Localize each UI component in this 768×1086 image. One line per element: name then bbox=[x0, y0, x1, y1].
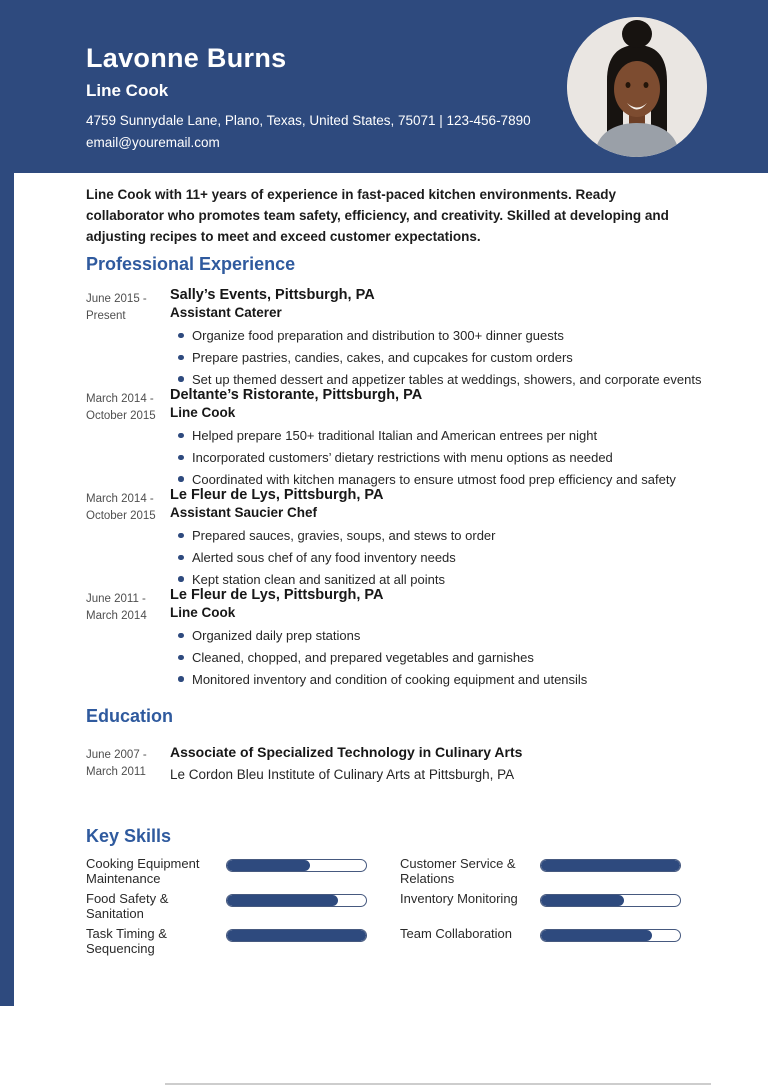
bullet-dot-icon bbox=[178, 433, 184, 439]
bullet-dot-icon bbox=[178, 376, 184, 382]
entry-body bbox=[170, 588, 706, 688]
summary-paragraph: Line Cook with 11+ years of experience in fast-paced kitchen environments. Ready collaborator who promotes team safety, efficiency, and creativity. Skilled at developing and adjusting recipes to meet and exceed customer expectations. bbox=[86, 187, 669, 244]
bullet-item bbox=[170, 350, 706, 366]
bullet-dot-icon bbox=[178, 633, 184, 639]
skill-row bbox=[400, 857, 681, 892]
skill-progress-fill bbox=[227, 860, 310, 871]
bullet-text: Kept station clean and sanitized at all points bbox=[192, 571, 445, 587]
skill-progress-bar bbox=[226, 929, 367, 942]
email-address: email@youremail.com bbox=[86, 135, 220, 151]
date-start: June 2011 - bbox=[86, 593, 146, 605]
skill-progress-fill bbox=[541, 930, 652, 941]
skill-progress-bar bbox=[226, 894, 367, 907]
experience-entry bbox=[86, 288, 706, 388]
date-end: March 2014 bbox=[86, 610, 147, 623]
skill-progress-bar bbox=[226, 859, 367, 872]
entry-date-range bbox=[86, 388, 170, 488]
entry-body bbox=[170, 388, 706, 488]
degree-title: Associate of Specialized Technology in Culinary Arts bbox=[170, 744, 523, 760]
section-heading-education: Education bbox=[86, 706, 174, 726]
education-body bbox=[170, 744, 706, 782]
experience-entry bbox=[86, 388, 706, 488]
skill-progress-fill bbox=[227, 895, 338, 906]
entry-role: Assistant Caterer bbox=[170, 304, 282, 320]
skill-progress-fill bbox=[227, 930, 366, 941]
bullet-item bbox=[170, 672, 706, 688]
bullet-text: Cleaned, chopped, and prepared vegetables and garnishes bbox=[192, 650, 534, 666]
entry-company: Le Fleur de Lys, Pittsburgh, PA bbox=[170, 587, 384, 603]
bullet-dot-icon bbox=[178, 355, 184, 361]
profile-photo bbox=[567, 17, 707, 157]
bullet-dot-icon bbox=[178, 576, 184, 582]
bullet-item bbox=[170, 472, 706, 488]
skills-column-left bbox=[86, 857, 367, 962]
bullet-dot-icon bbox=[178, 533, 184, 539]
bullet-item bbox=[170, 572, 706, 588]
bullet-text: Monitored inventory and condition of cooking equipment and utensils bbox=[192, 671, 588, 687]
bullet-dot-icon bbox=[178, 555, 184, 561]
bullet-text: Set up themed dessert and appetizer tables at weddings, showers, and corporate events bbox=[192, 371, 702, 387]
bullet-item bbox=[170, 328, 706, 344]
date-start: March 2014 - bbox=[86, 393, 154, 405]
contact-line: 4759 Sunnydale Lane, Plano, Texas, United States, 75071 | 123-456-7890 bbox=[86, 113, 531, 129]
entry-date-range bbox=[86, 588, 170, 688]
bullet-text: Prepared sauces, gravies, soups, and stews to order bbox=[192, 528, 496, 544]
resume-header bbox=[0, 0, 768, 173]
bullet-text: Organize food preparation and distribution to 300+ dinner guests bbox=[192, 328, 564, 344]
candidate-job-title: Line Cook bbox=[86, 81, 169, 101]
skills-column-right bbox=[400, 857, 681, 962]
skill-label: Team Collaboration bbox=[400, 926, 513, 941]
experience-entries bbox=[86, 288, 706, 688]
date-end: March 2011 bbox=[86, 766, 146, 779]
bullet-text: Organized daily prep stations bbox=[192, 628, 361, 644]
bullet-item bbox=[170, 550, 706, 566]
bullet-item bbox=[170, 428, 706, 444]
date-start: June 2007 - bbox=[86, 749, 147, 761]
bullet-text: Coordinated with kitchen managers to ensure utmost food prep efficiency and safety bbox=[192, 471, 676, 487]
candidate-name: Lavonne Burns bbox=[86, 43, 287, 73]
bullet-dot-icon bbox=[178, 476, 184, 482]
entry-date-range bbox=[86, 488, 170, 588]
date-end: October 2015 bbox=[86, 510, 156, 523]
skill-row bbox=[86, 892, 367, 927]
entry-bullets bbox=[170, 428, 706, 487]
profile-photo-illustration bbox=[567, 17, 707, 157]
bullet-item bbox=[170, 372, 706, 388]
bullet-text: Helped prepare 150+ traditional Italian and American entrees per night bbox=[192, 428, 598, 444]
experience-entry bbox=[86, 488, 706, 588]
skill-progress-fill bbox=[541, 860, 680, 871]
bullet-dot-icon bbox=[178, 655, 184, 661]
skill-row bbox=[86, 927, 367, 962]
page-break-line bbox=[165, 1083, 711, 1085]
date-start: March 2014 - bbox=[86, 493, 154, 505]
entry-body bbox=[170, 288, 706, 388]
bullet-text: Alerted sous chef of any food inventory needs bbox=[192, 550, 456, 566]
skill-label: Task Timing & Sequencing bbox=[86, 926, 167, 956]
skill-row bbox=[400, 892, 681, 927]
skill-label: Inventory Monitoring bbox=[400, 891, 518, 906]
skill-row bbox=[86, 857, 367, 892]
school-name: Le Cordon Bleu Institute of Culinary Arts at Pittsburgh, PA bbox=[170, 766, 515, 782]
skill-row bbox=[400, 927, 681, 962]
entry-body bbox=[170, 488, 706, 588]
entry-role: Line Cook bbox=[170, 604, 236, 620]
bullet-dot-icon bbox=[178, 333, 184, 339]
date-start: June 2015 - bbox=[86, 293, 147, 305]
entry-date-range bbox=[86, 288, 170, 388]
skill-label: Food Safety & Sanitation bbox=[86, 891, 169, 921]
skill-progress-bar bbox=[540, 929, 681, 942]
experience-entry bbox=[86, 588, 706, 688]
skill-progress-fill bbox=[541, 895, 624, 906]
skill-progress-bar bbox=[540, 859, 681, 872]
bullet-text: Incorporated customers’ dietary restrictions with menu options as needed bbox=[192, 450, 613, 466]
entry-role: Line Cook bbox=[170, 404, 236, 420]
entry-bullets bbox=[170, 628, 706, 687]
education-entry bbox=[86, 744, 706, 782]
bullet-text: Prepare pastries, candies, cakes, and cupcakes for custom orders bbox=[192, 350, 573, 366]
bullet-dot-icon bbox=[178, 676, 184, 682]
entry-bullets bbox=[170, 528, 706, 587]
date-end: Present bbox=[86, 310, 126, 323]
skill-label: Cooking Equipment Maintenance bbox=[86, 856, 200, 886]
skills-grid bbox=[86, 857, 681, 962]
skill-label: Customer Service & Relations bbox=[400, 856, 516, 886]
section-heading-experience: Professional Experience bbox=[86, 254, 296, 274]
bullet-item bbox=[170, 450, 706, 466]
education-date-range bbox=[86, 744, 170, 782]
date-end: October 2015 bbox=[86, 410, 156, 423]
skill-progress-bar bbox=[540, 894, 681, 907]
section-heading-key-skills: Key Skills bbox=[86, 826, 172, 846]
entry-company: Le Fleur de Lys, Pittsburgh, PA bbox=[170, 487, 384, 503]
entry-company: Sally’s Events, Pittsburgh, PA bbox=[170, 287, 375, 303]
bullet-item bbox=[170, 628, 706, 644]
bullet-item bbox=[170, 650, 706, 666]
entry-role: Assistant Saucier Chef bbox=[170, 504, 318, 520]
entry-bullets bbox=[170, 328, 706, 387]
bullet-dot-icon bbox=[178, 455, 184, 461]
bullet-item bbox=[170, 528, 706, 544]
entry-company: Deltante’s Ristorante, Pittsburgh, PA bbox=[170, 387, 423, 403]
